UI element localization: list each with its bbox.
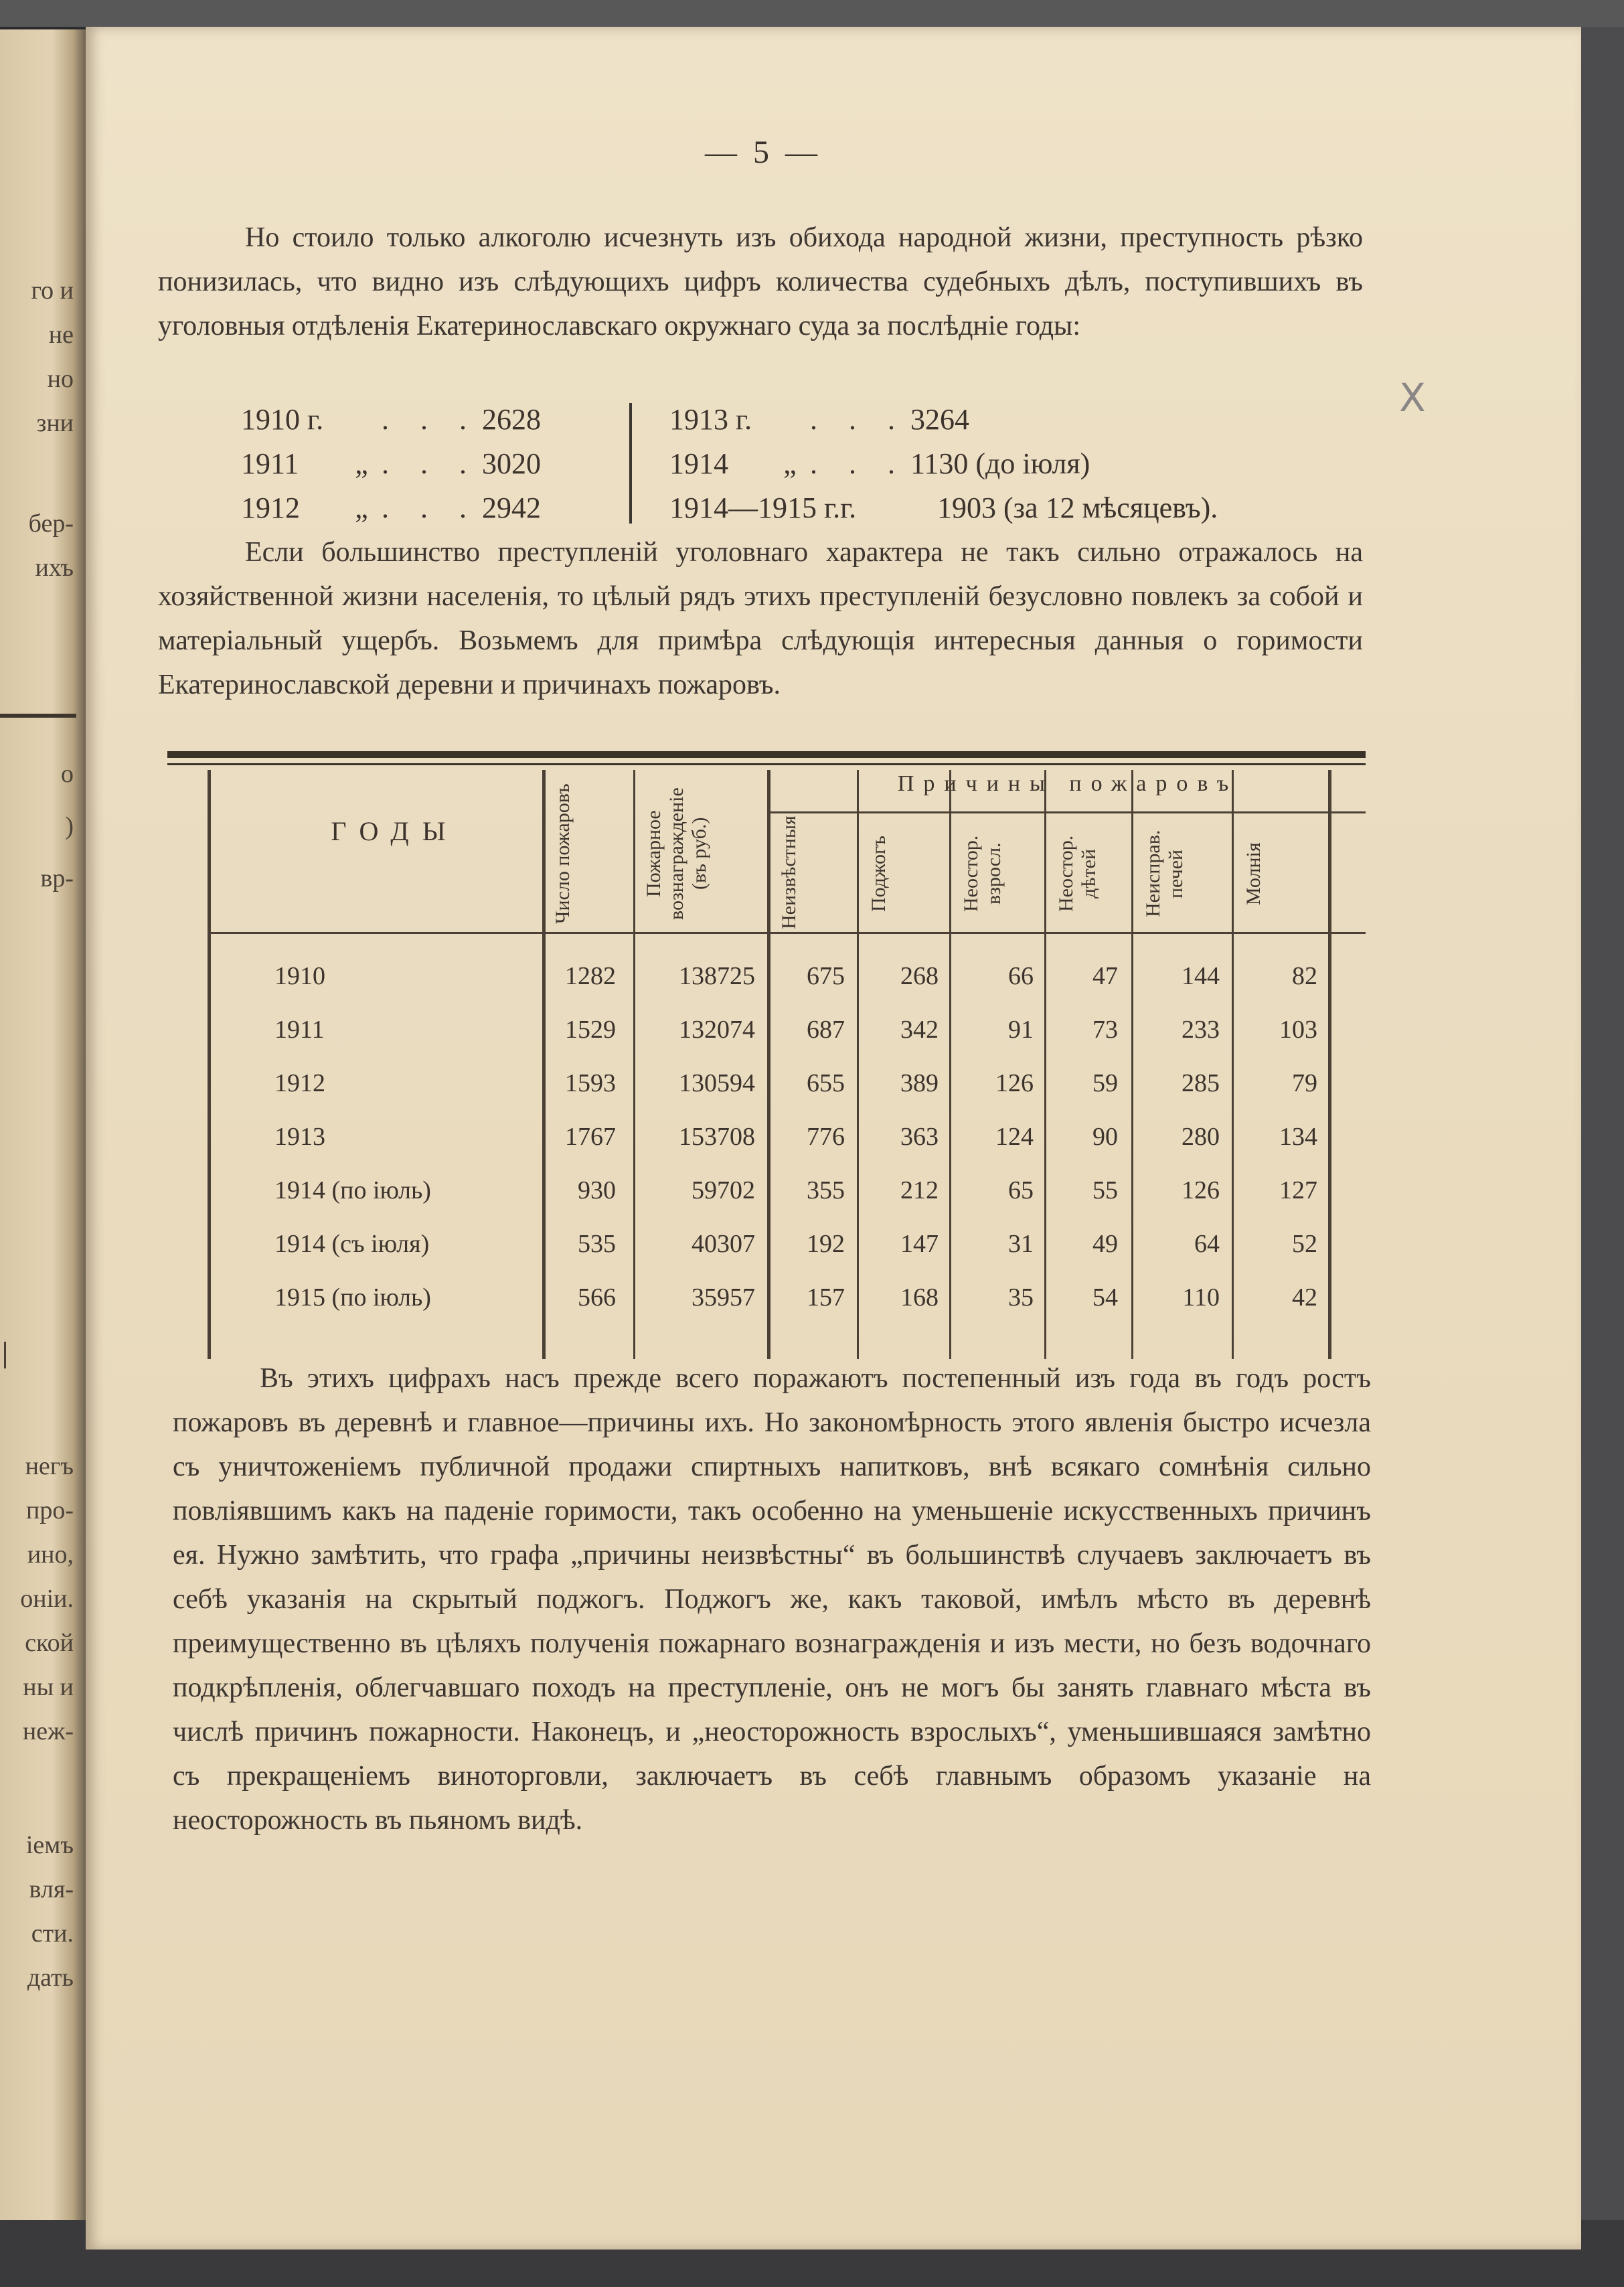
court-count: 3264 [910, 403, 969, 436]
leader-dots: . . . [810, 447, 907, 480]
column-header: Неисправ. печей [1142, 830, 1187, 918]
value-cell: 40307 [692, 1230, 755, 1258]
facing-page-text: го и [31, 277, 74, 305]
table-row [167, 1003, 1366, 1056]
value-cell: 66 [1008, 962, 1034, 990]
value-cell: 54 [1092, 1283, 1118, 1312]
value-cell: 47 [1092, 962, 1118, 990]
value-cell: 42 [1292, 1283, 1317, 1312]
court-year: 1910 г. [241, 403, 324, 436]
scan-right-margin [1581, 27, 1624, 2250]
court-cases-list [241, 398, 1379, 532]
value-cell: 268 [900, 962, 939, 990]
court-note: (до іюля) [975, 447, 1090, 480]
value-cell: 1767 [565, 1123, 616, 1151]
court-cases-row [241, 486, 589, 530]
value-cell: 655 [807, 1069, 845, 1097]
value-cell: 132074 [679, 1016, 755, 1044]
facing-page-text: неж- [22, 1717, 74, 1745]
value-cell: 233 [1182, 1016, 1220, 1044]
court-cases-row [241, 398, 589, 442]
value-cell: 192 [807, 1230, 845, 1258]
facing-page-text: ской [25, 1629, 74, 1657]
facing-page-text: сти. [31, 1919, 74, 1948]
facing-page-text: про- [26, 1496, 74, 1524]
paragraph [158, 530, 1363, 707]
facing-page-text: іемъ [25, 1831, 74, 1859]
facing-page-rule [0, 714, 76, 718]
value-cell: 285 [1182, 1069, 1220, 1097]
value-cell: 1282 [565, 962, 616, 990]
value-cell: 566 [578, 1283, 616, 1312]
value-cell: 1593 [565, 1069, 616, 1097]
court-year: 1911 [241, 447, 299, 480]
margin-pencil-mark: X [1399, 375, 1426, 420]
facing-page-text: о [61, 760, 74, 788]
facing-page-text: оніи. [20, 1585, 74, 1613]
value-cell: 168 [900, 1283, 939, 1312]
facing-page-text: не [48, 321, 74, 349]
facing-page-text: бер- [28, 509, 74, 538]
facing-page-text: ) [65, 812, 74, 840]
court-year: 1914—1915 г.г. [669, 491, 857, 524]
court-year: 1912 [241, 491, 300, 524]
court-cases-column-left [241, 398, 589, 530]
value-cell: 55 [1092, 1176, 1118, 1204]
value-cell: 124 [995, 1123, 1034, 1151]
value-cell: 930 [578, 1176, 616, 1204]
value-cell: 675 [807, 962, 845, 990]
value-cell: 64 [1194, 1230, 1220, 1258]
year-cell: 1915 (по іюль) [274, 1283, 431, 1312]
court-cases-row [669, 442, 1406, 486]
years-header: ГОДЫ [331, 816, 459, 846]
leader-dots: . . . [382, 403, 479, 436]
table-rule [208, 932, 1366, 934]
value-cell: 147 [900, 1230, 939, 1258]
value-cell: 212 [900, 1176, 939, 1204]
court-cases-row [241, 442, 589, 486]
facing-page-text: но [47, 365, 74, 393]
value-cell: 389 [900, 1069, 939, 1097]
fires-table [167, 751, 1366, 1354]
value-cell: 79 [1292, 1069, 1317, 1097]
value-cell: 73 [1092, 1016, 1118, 1044]
paragraph-text: Въ этихъ цифрахъ насъ прежде всего поражаютъ постепенный изъ года въ годъ ростъ пожаровъ въ деревнѣ и главное—причины ихъ. Но закономѣрность этого явленія быстро исчезла съ уничтоженіемъ публичной продажи спиртныхъ напитковъ, внѣ всякаго сомнѣнія сильно повліявшимъ какъ на паденіе горимости, такъ особенно на уменьшеніе искусственныхъ причинъ ея. Нужно замѣтить, что графа „причины неизвѣстны“ въ большинствѣ случаевъ заключаетъ въ себѣ указанія на скрытый поджогъ. Поджогъ же, какъ таковой, имѣлъ мѣсто въ деревнѣ преимущественно въ цѣляхъ полученія пожарнаго вознагражденія и изъ мести, но безъ водочнаго подкрѣпленія, облегчавшаго походъ на преступленіе, онъ не могъ бы занять главнаго мѣста въ числѣ причинъ пожарности. Наконецъ, и „неосторожность взрослыхъ“, уменьшившаяся замѣтно съ прекращеніемъ виноторговли, заключаетъ въ себѣ главнымъ образомъ указаніе на неосторожность въ пьяномъ видѣ. [173, 1363, 1371, 1836]
court-count: 3020 [482, 447, 541, 480]
table-row [167, 1271, 1366, 1324]
value-cell: 153708 [679, 1123, 755, 1151]
table-top-rule [167, 751, 1366, 758]
value-cell: 144 [1182, 962, 1220, 990]
year-cell: 1912 [274, 1069, 325, 1097]
ditto-mark: „ [783, 447, 797, 480]
court-count: 2628 [482, 403, 541, 436]
value-cell: 65 [1008, 1176, 1034, 1204]
court-year: 1913 г. [669, 403, 752, 436]
table-row [167, 1056, 1366, 1110]
value-cell: 535 [578, 1230, 616, 1258]
court-cases-row [669, 398, 1406, 442]
court-cases-row [669, 486, 1406, 530]
year-cell: 1910 [274, 962, 325, 990]
ditto-mark: „ [355, 491, 368, 524]
facing-page-text: дать [27, 1964, 74, 1992]
value-cell: 687 [807, 1016, 845, 1044]
value-cell: 49 [1092, 1230, 1118, 1258]
value-cell: 134 [1279, 1123, 1317, 1151]
facing-page-rule [4, 1342, 6, 1368]
value-cell: 126 [1182, 1176, 1220, 1204]
paragraph [173, 1356, 1371, 1842]
facing-page-text: ихъ [35, 554, 74, 582]
year-cell: 1913 [274, 1123, 325, 1151]
value-cell: 31 [1008, 1230, 1034, 1258]
column-header: Пожарное вознагражденіе (въ руб.) [643, 787, 710, 920]
year-cell: 1914 (по іюль) [274, 1176, 431, 1204]
table-row [167, 1217, 1366, 1271]
value-cell: 110 [1182, 1283, 1220, 1312]
facing-page-edge [0, 27, 86, 2223]
column-header: Неостор. взросл. [960, 835, 1005, 913]
column-header: Число пожаровъ [552, 783, 574, 924]
table-top-rule [167, 763, 1366, 765]
court-cases-column-right [669, 398, 1406, 530]
value-cell: 35 [1008, 1283, 1034, 1312]
value-cell: 126 [995, 1069, 1034, 1097]
value-cell: 130594 [679, 1069, 755, 1097]
facing-page-text: вр- [40, 864, 74, 892]
value-cell: 59 [1092, 1069, 1118, 1097]
court-count: 1903 [937, 491, 996, 524]
value-cell: 138725 [679, 962, 755, 990]
column-header: Неостор. дѣтей [1055, 835, 1100, 913]
year-cell: 1914 (съ іюля) [274, 1230, 430, 1258]
causes-header: Причины пожаровъ [897, 771, 1238, 796]
column-header: Молнія [1242, 842, 1265, 905]
value-cell: 776 [807, 1123, 845, 1151]
paragraph [158, 216, 1363, 348]
value-cell: 355 [807, 1176, 845, 1204]
value-cell: 90 [1092, 1123, 1118, 1151]
value-cell: 127 [1279, 1176, 1317, 1204]
year-cell: 1911 [274, 1016, 325, 1044]
value-cell: 35957 [692, 1283, 755, 1312]
value-cell: 82 [1292, 962, 1317, 990]
value-cell: 157 [807, 1283, 845, 1312]
value-cell: 342 [900, 1016, 939, 1044]
paragraph-text: Если большинство преступленій уголовнаго характера не такъ сильно отражалось на хозяйственной жизни населенія, то цѣлый рядъ этихъ преступленій безусловно повлекъ за собой и матеріальный ущербъ. Возьмемъ для примѣра слѣдующія интересныя данныя о горимости Екатеринославской деревни и причинахъ пожаровъ. [158, 537, 1363, 700]
leader-dots: . . . [810, 403, 907, 436]
facing-page-text: ино, [27, 1541, 74, 1569]
column-header: Поджогъ [868, 836, 890, 912]
value-cell: 280 [1182, 1123, 1220, 1151]
court-count: 1130 [910, 447, 969, 480]
leader-dots: . . . [382, 447, 479, 480]
paragraph-text: Но стоило только алкоголю исчезнуть изъ обихода народной жизни, преступность рѣзко понизилась, что видно изъ слѣдующихъ цифръ количества судебныхъ дѣлъ, поступившихъ въ уголовныя отдѣленія Екатеринославскаго окружнаго суда за послѣдніе годы: [158, 222, 1363, 341]
court-year: 1914 [669, 447, 728, 480]
page-number: — 5 — [705, 135, 821, 170]
value-cell: 103 [1279, 1016, 1317, 1044]
leader-dots: . . . [382, 491, 479, 524]
value-cell: 52 [1292, 1230, 1317, 1258]
facing-page-text: вля- [29, 1875, 74, 1903]
court-count: 2942 [482, 491, 541, 524]
facing-page-text: ны и [23, 1673, 74, 1701]
ditto-mark: „ [355, 447, 368, 480]
table-row [167, 1164, 1366, 1217]
column-divider [629, 403, 632, 524]
value-cell: 91 [1008, 1016, 1034, 1044]
value-cell: 59702 [692, 1176, 755, 1204]
table-rule [768, 811, 1366, 813]
facing-page-text: негъ [25, 1452, 74, 1480]
court-note: (за 12 мѣсяцевъ). [1003, 491, 1218, 524]
facing-page-text: зни [36, 409, 74, 437]
value-cell: 363 [900, 1123, 939, 1151]
column-header: Неизвѣстныя [778, 815, 800, 929]
value-cell: 1529 [565, 1016, 616, 1044]
table-row [167, 1110, 1366, 1164]
table-row [167, 949, 1366, 1003]
